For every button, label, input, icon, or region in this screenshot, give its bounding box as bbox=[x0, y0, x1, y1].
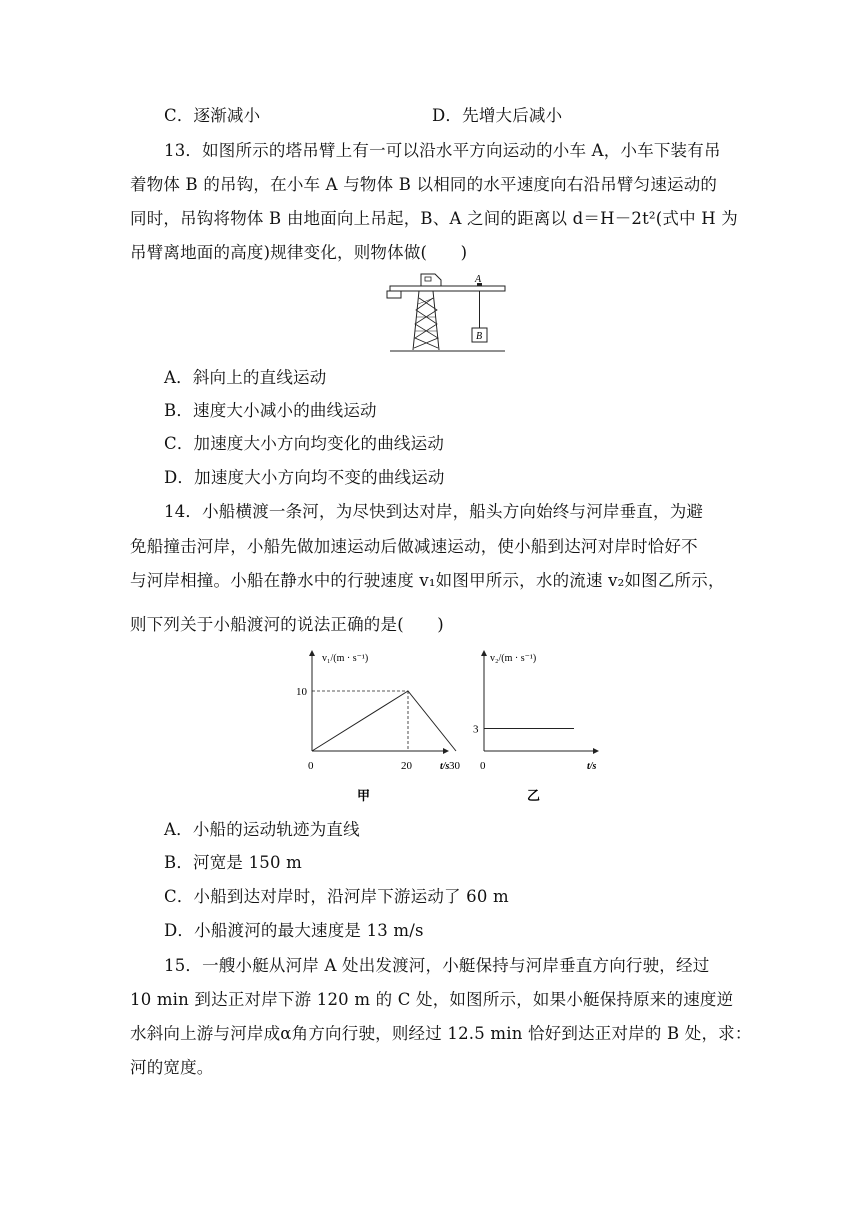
chart2-ylabel: v₂/(m · s⁻¹) bbox=[490, 653, 537, 664]
label-b: B bbox=[476, 331, 483, 342]
chart2-caption: 乙 bbox=[527, 788, 541, 803]
q15-line-2: 10 min 到达正对岸下游 120 m 的 C 处，如图所示，如果小艇保持原来的速度逆 bbox=[130, 990, 734, 1009]
q14-line-1: 14．小船横渡一条河，为尽快到达对岸，船头方向始终与河岸垂直，为避 bbox=[164, 502, 704, 521]
q14-option-d: D．小船渡河的最大速度是 13 m/s bbox=[164, 921, 424, 940]
chart1-xlabel: t/s bbox=[440, 761, 450, 772]
chart2-x-tick-label: 0 bbox=[480, 760, 486, 772]
chart2-y-tick-label: 3 bbox=[473, 723, 479, 736]
option-c: C．逐渐减小 bbox=[164, 106, 261, 125]
chart1-x-tick-label: 30 bbox=[449, 760, 460, 772]
q14-line-3: 与河岸相撞。小船在静水中的行驶速度 v₁如图甲所示，水的流速 v₂如图乙所示， bbox=[130, 571, 725, 590]
label-a: A bbox=[475, 274, 482, 285]
chart1-x-tick-label: 20 bbox=[401, 760, 412, 772]
q13-line-1: 13．如图所示的塔吊臂上有一可以沿水平方向运动的小车 A，小车下装有吊 bbox=[164, 141, 721, 160]
chart1-ylabel: v₁/(m · s⁻¹) bbox=[322, 653, 369, 664]
option-d: D．先增大后减小 bbox=[432, 106, 563, 125]
q14-option-b: B．河宽是 150 m bbox=[164, 853, 302, 872]
q15-line-3: 水斜向上游与河岸成α角方向行驶，则经过 12.5 min 恰好到达正对岸的 B 处，求： bbox=[130, 1024, 752, 1043]
crane-figure bbox=[385, 270, 510, 355]
q14-line-2: 免船撞击河岸，小船先做加速运动后做减速运动，使小船到达河对岸时恰好不 bbox=[130, 537, 698, 556]
chart1-y-tick-label: 10 bbox=[296, 686, 307, 698]
q15-line-4: 河的宽度。 bbox=[130, 1058, 214, 1077]
q14-option-c: C．小船到达对岸时，沿河岸下游运动了 60 m bbox=[164, 887, 509, 906]
chart2-xlabel: t/s bbox=[587, 761, 597, 772]
chart1-x-tick-label: 0 bbox=[308, 760, 314, 772]
q13-option-d: D．加速度大小方向均不变的曲线运动 bbox=[164, 468, 445, 487]
q15-line-1: 15．一艘小艇从河岸 A 处出发渡河，小艇保持与河岸垂直方向行驶，经过 bbox=[164, 956, 710, 975]
q14-line-4: 则下列关于小船渡河的说法正确的是( ) bbox=[130, 615, 444, 634]
q13-option-c: C．加速度大小方向均变化的曲线运动 bbox=[164, 434, 445, 453]
q13-option-b: B．速度大小减小的曲线运动 bbox=[164, 401, 377, 420]
q13-line-2: 着物体 B 的吊钩，在小车 A 与物体 B 以相同的水平速度向右沿吊臂匀速运动的 bbox=[130, 175, 718, 194]
chart1-series-line bbox=[312, 691, 456, 751]
q14-option-a: A．小船的运动轨迹为直线 bbox=[164, 820, 360, 839]
q13-line-4: 吊臂离地面的高度)规律变化，则物体做( ) bbox=[130, 243, 468, 262]
chart-v2 bbox=[470, 645, 610, 810]
chart1-caption: 甲 bbox=[357, 788, 371, 803]
chart-v1 bbox=[290, 645, 470, 810]
q13-line-3: 同时，吊钩将物体 B 由地面向上吊起，B、A 之间的距离以 d＝H－2t²(式中 H 为 bbox=[130, 209, 738, 228]
q13-option-a: A．斜向上的直线运动 bbox=[164, 368, 327, 387]
